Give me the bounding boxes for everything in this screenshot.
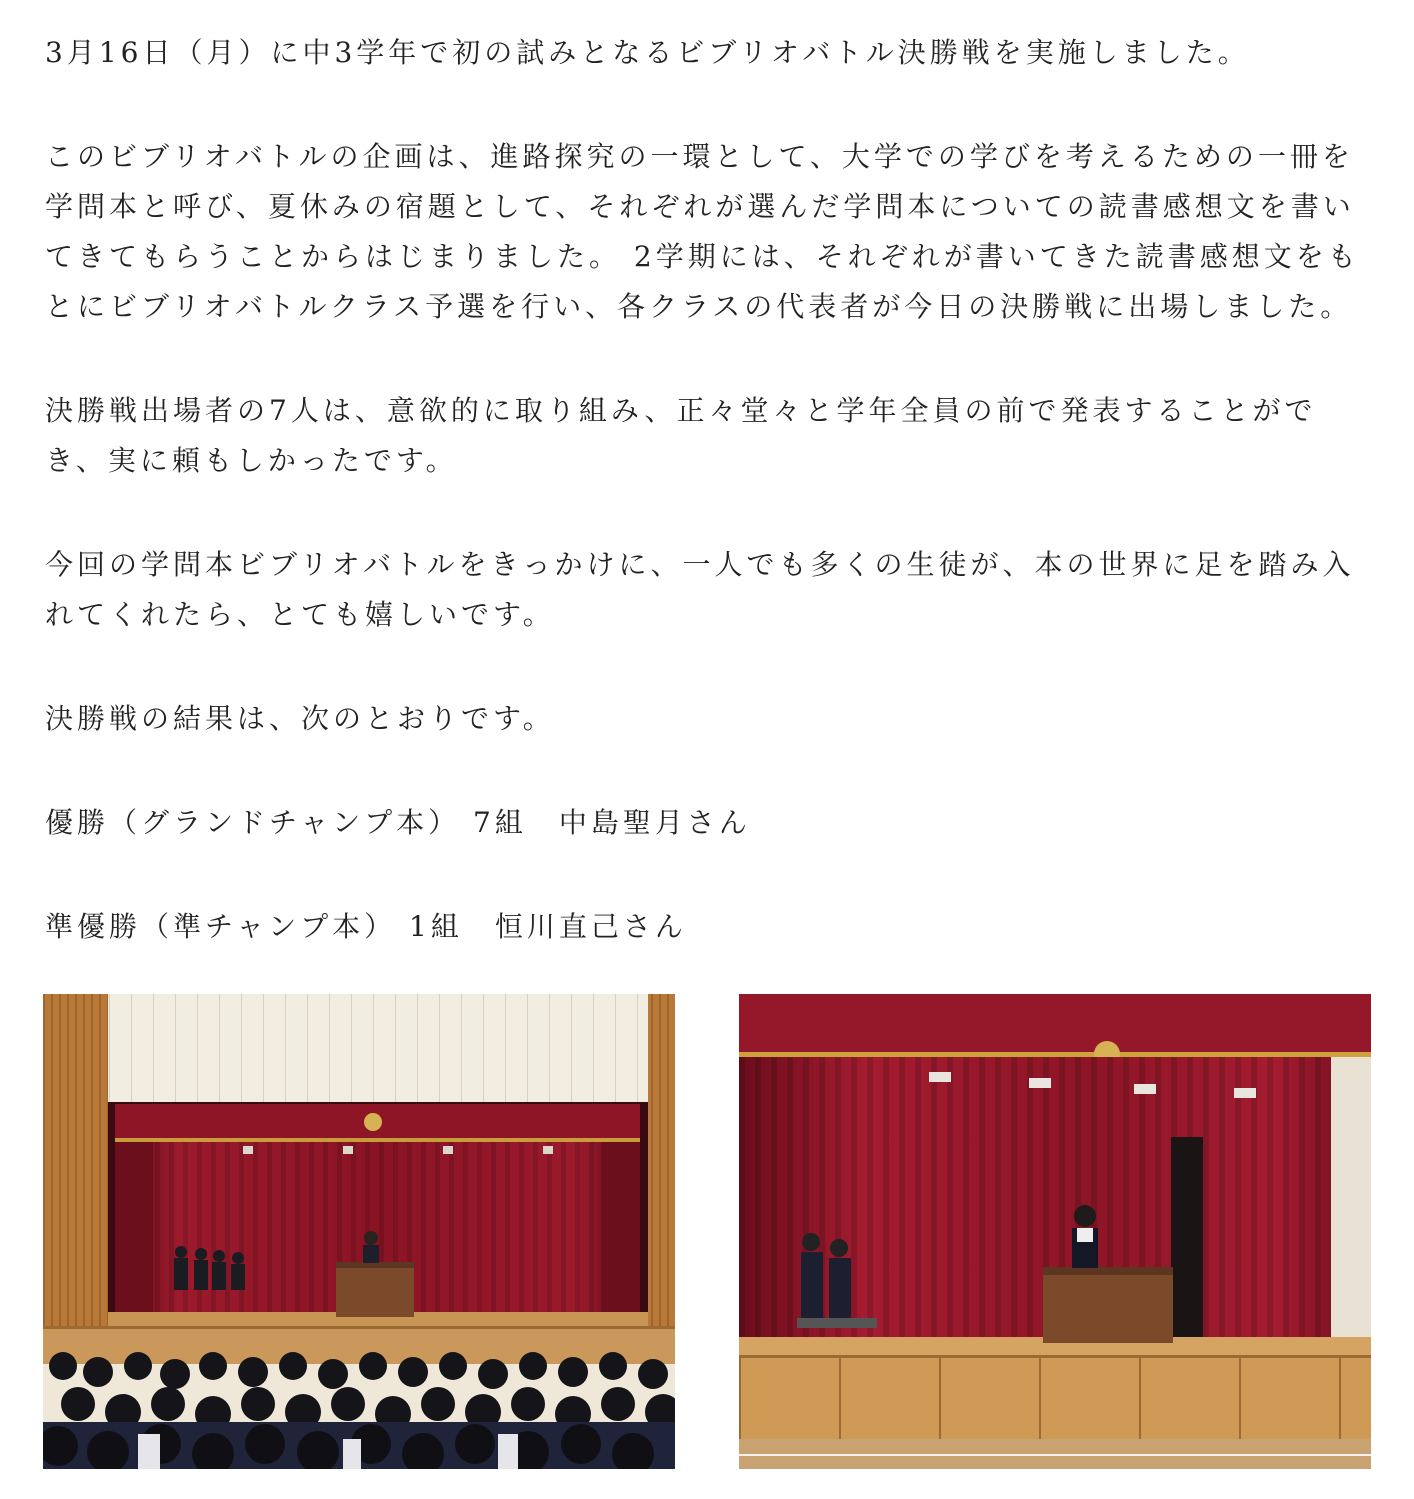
paragraph-intro: 3月16日（月）に中3学年で初の試みとなるビブリオバトル決勝戦を実施しました。 [45, 36, 1250, 69]
paragraph-finalists: 決勝戦出場者の7人は、意欲的に取り組み、正々堂々と学年全員の前で発表することができ、実に頼もしかったです。 [45, 394, 1317, 477]
paragraph-hope: 今回の学問本ビブリオバトルをきっかけに、一人でも多くの生徒が、本の世界に足を踏み入れてくれたら、とても嬉しいです。 [45, 548, 1355, 631]
result-runner-up: 準優勝（準チャンプ本） 1組 恒川直己さん [45, 910, 687, 943]
result-winner: 優勝（グランドチャンプ本） 7組 中島聖月さん [45, 806, 751, 839]
paragraph-results-intro: 決勝戦の結果は、次のとおりです。 [45, 702, 555, 735]
article-body [45, 28, 1375, 952]
photo-row [0, 994, 1414, 1469]
stage-speaker-photo [739, 994, 1371, 1469]
paragraph-background: このビブリオバトルの企画は、進路探究の一環として、大学での学びを考えるための一冊を学問本と呼び、夏休みの宿題として、それぞれが選んだ学問本についての読書感想文を書いてきてもらうことからはじまりました。 2学期には、それぞれが書いてきた読書感想文をもとにビブリオバトルクラス予選を行い、各クラスの代表者が今日の決勝戦に出場しました。 [45, 140, 1360, 323]
stage-audience-photo [43, 994, 675, 1469]
